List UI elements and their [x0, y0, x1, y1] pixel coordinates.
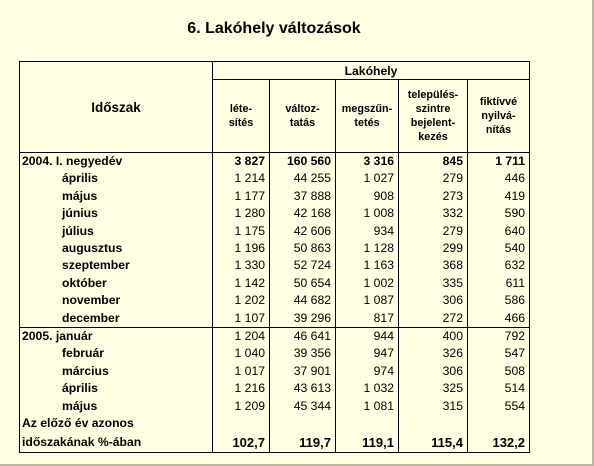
table-cell: 46 641 [270, 328, 336, 346]
table-cell: 1 204 [213, 328, 270, 346]
table-cell [336, 415, 399, 432]
table-cell: 1 280 [213, 205, 270, 222]
table-cell: 160 560 [270, 153, 336, 171]
table-cell: 419 [468, 188, 530, 205]
footer-label-line1: Az előző év azonos [22, 416, 134, 431]
table-row [20, 328, 530, 346]
table-cell: 1 330 [213, 257, 270, 274]
table-cell: 590 [468, 205, 530, 222]
table-cell: 466 [468, 310, 530, 328]
table-row [20, 170, 530, 187]
row-label: szeptember [62, 258, 130, 273]
table-row [20, 345, 530, 362]
table-cell: 547 [468, 345, 530, 362]
table-cell: 1 175 [213, 223, 270, 240]
table-cell: 44 255 [270, 170, 336, 187]
table-cell: 1 107 [213, 310, 270, 328]
table-cell [399, 415, 468, 432]
table-cell: 1 017 [213, 363, 270, 380]
table-row [20, 292, 530, 309]
table-cell: 508 [468, 363, 530, 380]
table-cell: 1 027 [336, 170, 399, 187]
row-label: május [62, 188, 98, 203]
table-cell: 611 [468, 275, 530, 292]
table-row [20, 380, 530, 397]
table-cell: 1 214 [213, 170, 270, 187]
table-cell: 540 [468, 240, 530, 257]
table-cell: 50 654 [270, 275, 336, 292]
row-label: 2005. január [20, 328, 213, 346]
table-cell: 1 196 [213, 240, 270, 257]
table-row [20, 398, 530, 415]
row-label: október [62, 275, 107, 290]
table-cell: 1 087 [336, 292, 399, 309]
footer-value: 115,4 [399, 433, 468, 453]
table-cell: 1 216 [213, 380, 270, 397]
row-label: augusztus [62, 241, 123, 256]
table-cell: 1 002 [336, 275, 399, 292]
table-row [20, 223, 530, 240]
column-header: település- szintre bejelent- kezés [399, 80, 468, 153]
table-cell: 1 711 [468, 153, 530, 171]
table-cell: 273 [399, 188, 468, 205]
table-row [20, 363, 530, 380]
table-cell: 1 032 [336, 380, 399, 397]
row-label: 2004. I. negyedév [22, 154, 123, 168]
table-cell: 42 168 [270, 205, 336, 222]
table-cell: 39 296 [270, 310, 336, 328]
table-cell: 792 [468, 328, 530, 346]
table-cell: 1 177 [213, 188, 270, 205]
table-cell: 446 [468, 170, 530, 187]
row-label: április [62, 381, 98, 396]
table-cell: 37 901 [270, 363, 336, 380]
footer-value: 119,1 [336, 433, 399, 453]
table-cell: 52 724 [270, 257, 336, 274]
table-cell: 279 [399, 223, 468, 240]
table-cell: 1 128 [336, 240, 399, 257]
table-cell: 640 [468, 223, 530, 240]
row-label: február [62, 346, 104, 361]
table-cell: 974 [336, 363, 399, 380]
table-cell: 37 888 [270, 188, 336, 205]
footer-value: 119,7 [270, 433, 336, 453]
table-cell [270, 415, 336, 432]
table-cell: 947 [336, 345, 399, 362]
table-cell: 1 209 [213, 398, 270, 415]
column-header: fiktívvé nyilvá- nítás [468, 80, 530, 153]
footer-row [20, 433, 530, 453]
table-cell: 299 [399, 240, 468, 257]
page-title: 6. Lakóhely változások [187, 20, 361, 37]
table-cell [213, 415, 270, 432]
table-cell: 45 344 [270, 398, 336, 415]
table-cell: 368 [399, 257, 468, 274]
table-cell: 306 [399, 292, 468, 309]
table-cell: 632 [468, 257, 530, 274]
row-label: november [62, 293, 121, 308]
table-row [20, 188, 530, 205]
table-row [20, 153, 530, 171]
table-row [20, 205, 530, 222]
table-cell: 44 682 [270, 292, 336, 309]
table-cell: 908 [336, 188, 399, 205]
table-cell: 1 163 [336, 257, 399, 274]
column-header: változ- tatás [270, 80, 336, 153]
row-label: július [62, 223, 94, 238]
table-cell: 3 827 [213, 153, 270, 171]
data-table [19, 61, 530, 453]
table-row [20, 257, 530, 274]
footer-label-line2: időszakának %-ában [22, 434, 142, 449]
table-cell: 934 [336, 223, 399, 240]
table-cell: 1 081 [336, 398, 399, 415]
table-cell: 306 [399, 363, 468, 380]
table-cell: 554 [468, 398, 530, 415]
footer-row [20, 415, 530, 432]
table-cell: 1 142 [213, 275, 270, 292]
table-cell: 39 356 [270, 345, 336, 362]
table-cell: 325 [399, 380, 468, 397]
table-cell: 42 606 [270, 223, 336, 240]
table-cell: 944 [336, 328, 399, 346]
row-label: június [62, 206, 98, 221]
table-cell: 586 [468, 292, 530, 309]
table-cell: 400 [399, 328, 468, 346]
table-cell: 845 [399, 153, 468, 171]
row-label: május [62, 398, 98, 413]
row-label: március [62, 363, 109, 378]
row-label: december [62, 310, 120, 325]
column-header: léte- sítés [213, 80, 270, 153]
period-header: Időszak [20, 62, 213, 153]
table-cell: 1 040 [213, 345, 270, 362]
table-cell: 514 [468, 380, 530, 397]
group-header: Lakóhely [213, 62, 530, 80]
footer-value: 132,2 [468, 433, 530, 453]
table-cell: 3 316 [336, 153, 399, 171]
table-row [20, 310, 530, 328]
table-cell: 335 [399, 275, 468, 292]
table-cell: 817 [336, 310, 399, 328]
table-cell: 50 863 [270, 240, 336, 257]
row-label: április [62, 171, 98, 186]
table-cell: 1 008 [336, 205, 399, 222]
table-cell: 1 202 [213, 292, 270, 309]
column-header: megszűn- tetés [336, 80, 399, 153]
table-cell: 279 [399, 170, 468, 187]
table-cell [468, 415, 530, 432]
table-cell: 332 [399, 205, 468, 222]
footer-value: 102,7 [213, 433, 270, 453]
table-row [20, 275, 530, 292]
table-row [20, 240, 530, 257]
table-cell: 326 [399, 345, 468, 362]
table-cell: 43 613 [270, 380, 336, 397]
table-cell: 272 [399, 310, 468, 328]
table-cell: 315 [399, 398, 468, 415]
